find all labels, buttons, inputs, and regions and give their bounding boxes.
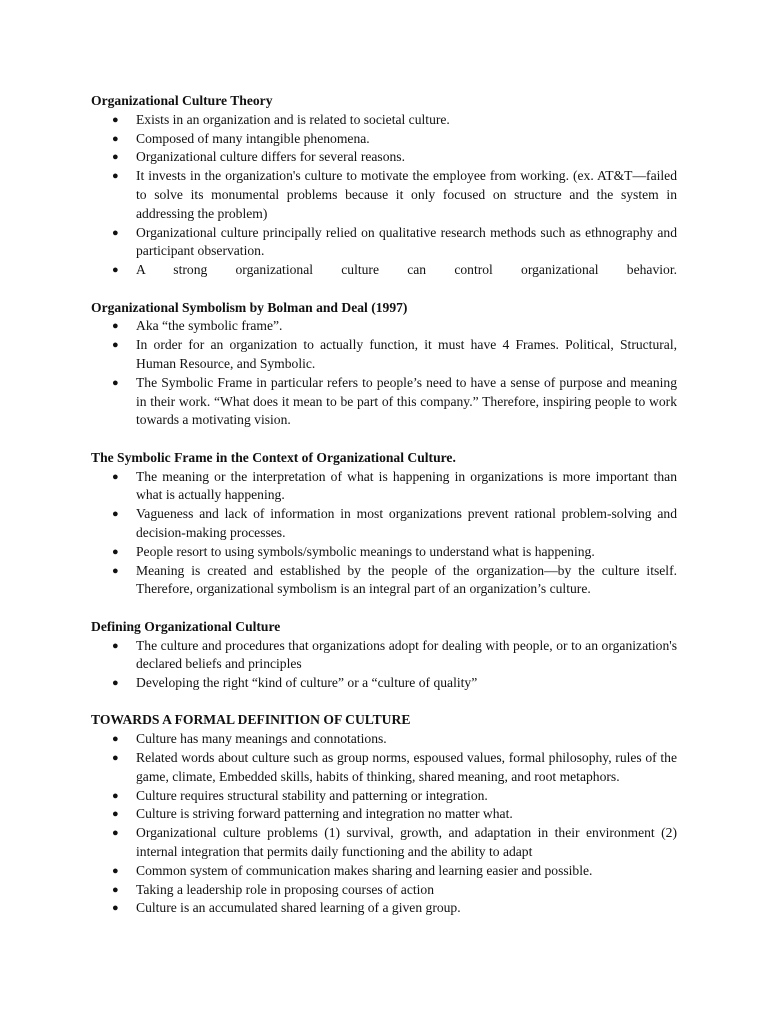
section-symbolic-frame-context xyxy=(91,449,677,599)
bullet-icon: ● xyxy=(112,639,119,652)
list-item-text: The Symbolic Frame in particular refers to people’s need to have a sense of purpose and meaning in their work. “What does it mean to be part of this company.” Therefore, inspiring people to work towards a motivating vision. xyxy=(136,374,677,428)
bullet-list xyxy=(91,111,677,280)
section-defining-organizational-culture xyxy=(91,618,677,693)
bullet-icon: ● xyxy=(112,564,119,577)
list-item xyxy=(91,787,677,806)
bullet-icon: ● xyxy=(112,151,119,164)
list-item-text: A strong organizational culture can control organizational behavior. xyxy=(136,262,677,278)
list-item xyxy=(91,862,677,881)
list-item-text: Culture requires structural stability and patterning or integration. xyxy=(136,787,488,803)
bullet-icon: ● xyxy=(112,883,119,896)
list-item-text: Common system of communication makes sharing and learning easier and possible. xyxy=(136,862,593,878)
section-title: Defining Organizational Culture xyxy=(91,618,281,634)
list-item xyxy=(91,674,677,693)
list-item-text: It invests in the organization's culture to motivate the employee from working. (ex. AT&T—failed to solve its monumental problems because it only focused on structure and the system in addressing the problem) xyxy=(136,168,677,221)
bullet-list xyxy=(91,317,677,430)
list-item-text: Aka “the symbolic frame”. xyxy=(136,318,283,334)
section-title: Organizational Culture Theory xyxy=(91,93,273,108)
bullet-icon: ● xyxy=(112,752,119,765)
bullet-icon: ● xyxy=(112,320,119,333)
bullet-icon: ● xyxy=(112,508,119,521)
list-item xyxy=(91,148,677,167)
list-item xyxy=(91,881,677,900)
bullet-icon: ● xyxy=(112,808,119,821)
list-item-text: The culture and procedures that organizations adopt for dealing with people, or to an organization's declared beliefs and principles xyxy=(136,637,677,672)
section-title: TOWARDS A FORMAL DEFINITION OF CULTURE xyxy=(91,712,411,728)
bullet-list xyxy=(91,730,677,918)
bullet-icon: ● xyxy=(112,170,119,183)
bullet-icon: ● xyxy=(112,132,119,145)
bullet-icon: ● xyxy=(112,864,119,877)
list-item-text: Organizational culture principally relied on qualitative research methods such as ethnography and participant observation. xyxy=(136,224,677,259)
list-item-text: In order for an organization to actually function, it must have 4 Frames. Political, Structural, Human Resource, and Symbolic. xyxy=(136,337,677,371)
bullet-icon: ● xyxy=(112,827,119,840)
list-item xyxy=(91,562,677,600)
list-item-text: Organizational culture differs for several reasons. xyxy=(136,149,406,165)
list-item xyxy=(91,749,677,787)
list-item xyxy=(91,824,677,862)
list-item xyxy=(91,224,677,262)
bullet-list xyxy=(91,468,677,600)
list-item xyxy=(91,336,677,374)
bullet-icon: ● xyxy=(112,677,119,690)
section-formal-definition-of-culture xyxy=(91,711,677,918)
list-item xyxy=(91,317,677,336)
list-item xyxy=(91,543,677,562)
list-item xyxy=(91,261,677,280)
list-item-text: Meaning is created and established by the people of the organization—by the culture itself. Therefore, organizational symbolism is an integral part of an organization’s culture. xyxy=(136,562,677,597)
list-item xyxy=(91,899,677,918)
bullet-icon: ● xyxy=(112,113,119,126)
list-item-text: People resort to using symbols/symbolic meanings to understand what is happening. xyxy=(136,543,595,559)
list-item xyxy=(91,374,677,430)
bullet-icon: ● xyxy=(112,264,119,277)
bullet-icon: ● xyxy=(112,339,119,352)
list-item-text: Related words about culture such as group norms, espoused values, formal philosophy, rules of the game, climate, Embedded skills, habits of thinking, shared meaning, and root metaphors. xyxy=(136,750,677,784)
list-item-text: Exists in an organization and is related to societal culture. xyxy=(136,111,450,127)
list-item xyxy=(91,505,677,543)
bullet-icon: ● xyxy=(112,902,119,915)
section-organizational-symbolism xyxy=(91,299,677,431)
bullet-icon: ● xyxy=(112,733,119,746)
section-organizational-culture-theory xyxy=(91,92,677,280)
list-item-text: Vagueness and lack of information in most organizations prevent rational problem-solving and decision-making processes. xyxy=(136,506,677,540)
bullet-icon: ● xyxy=(112,545,119,558)
section-title: Organizational Symbolism by Bolman and Deal (1997) xyxy=(91,299,408,315)
list-item-text: The meaning or the interpretation of what is happening in organizations is more important than what is actually happening. xyxy=(136,468,677,503)
bullet-icon: ● xyxy=(112,789,119,802)
bullet-list xyxy=(91,637,677,693)
list-item-text: Developing the right “kind of culture” or a “culture of quality” xyxy=(136,675,478,691)
list-item-text: Culture is striving forward patterning and integration no matter what. xyxy=(136,806,513,822)
list-item-text: Culture has many meanings and connotations. xyxy=(136,731,387,747)
list-item-text: Taking a leadership role in proposing courses of action xyxy=(136,881,435,897)
list-item xyxy=(91,637,677,675)
bullet-icon: ● xyxy=(112,226,119,239)
list-item-text: Culture is an accumulated shared learning of a given group. xyxy=(136,900,461,916)
list-item xyxy=(91,468,677,506)
list-item xyxy=(91,805,677,824)
document-page xyxy=(91,92,677,937)
list-item-text: Composed of many intangible phenomena. xyxy=(136,130,370,146)
list-item xyxy=(91,167,677,223)
list-item xyxy=(91,730,677,749)
bullet-icon: ● xyxy=(112,470,119,483)
list-item xyxy=(91,111,677,130)
bullet-icon: ● xyxy=(112,376,119,389)
section-title: The Symbolic Frame in the Context of Organizational Culture. xyxy=(91,449,456,465)
list-item xyxy=(91,130,677,149)
list-item-text: Organizational culture problems (1) survival, growth, and adaptation in their environment (2) internal integration that permits daily functioning and the ability to adapt xyxy=(136,825,677,860)
